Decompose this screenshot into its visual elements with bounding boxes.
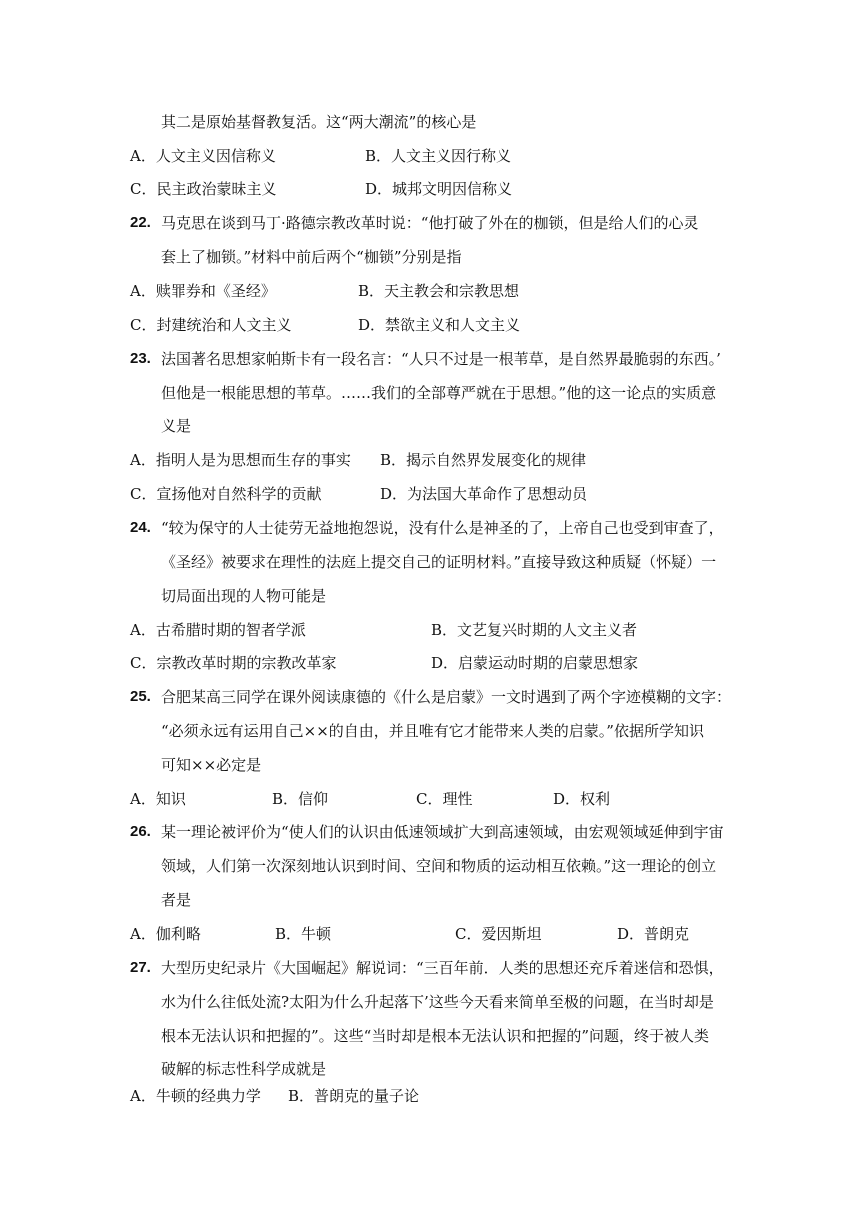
- q27-option-a[interactable]: A．牛顿的经典力学: [130, 1087, 261, 1105]
- q25-stem-line-3: 可知××必定是: [161, 756, 262, 774]
- q26-number: 26.: [130, 823, 151, 840]
- q27-number: 27.: [130, 959, 151, 976]
- q21-option-d[interactable]: D．城邦文明因信称义: [365, 180, 513, 198]
- q25-number: 25.: [130, 688, 151, 705]
- q26-stem-line-3: 者是: [161, 891, 192, 909]
- q23-option-d[interactable]: D．为法国大革命作了思想动员: [380, 485, 588, 503]
- q25-stem-line-2: “必须永远有运用自己××的自由，并且唯有它才能带来人类的启蒙。”依据所学知识: [161, 722, 704, 740]
- q26-stem-line-2: 领域，人们第一次深刻地认识到时间、空间和物质的运动相互依赖。”这一理论的创立: [161, 857, 717, 875]
- q24-option-c[interactable]: C．宗教改革时期的宗教改革家: [130, 654, 337, 672]
- q23-option-c[interactable]: C．宣扬他对自然科学的贡献: [130, 485, 322, 503]
- q21-option-b[interactable]: B．人文主义因行称义: [365, 147, 512, 165]
- q21-option-c[interactable]: C．民主政治蒙昧主义: [130, 180, 277, 198]
- q23-stem-line-2: 但他是一根能思想的苇草。……我们的全部尊严就在于思想。”他的这一论点的实质意: [161, 384, 717, 402]
- q25-option-d[interactable]: D．权利: [553, 790, 611, 808]
- q22-option-c[interactable]: C．封建统治和人文主义: [130, 316, 292, 334]
- q21-stem-line: 其二是原始基督教复活。这“两大潮流”的核心是: [161, 113, 477, 131]
- q26-option-a[interactable]: A．伽利略: [130, 925, 201, 943]
- q26-option-d[interactable]: D．普朗克: [617, 925, 690, 943]
- q22-number: 22.: [130, 214, 151, 231]
- q22-stem-line-2: 套上了枷锁。”材料中前后两个“枷锁”分别是指: [161, 248, 462, 266]
- q22-stem-line-1: 马克思在谈到马丁·路德宗教改革时说：“他打破了外在的枷锁，但是给人们的心灵: [161, 214, 699, 232]
- q25-option-b[interactable]: B．信仰: [272, 790, 329, 808]
- q26-option-b[interactable]: B．牛顿: [275, 925, 332, 943]
- q24-stem-line-1: “较为保守的人士徒劳无益地抱怨说，没有什么是神圣的了，上帝自己也受到审查了，: [161, 519, 724, 537]
- q27-stem-line-3: 根本无法认识和把握的”。这些“当时却是根本无法认识和把握的”问题，终于被人类: [161, 1027, 710, 1045]
- q24-number: 24.: [130, 519, 151, 536]
- q21-option-a[interactable]: A．人文主义因信称义: [130, 147, 276, 165]
- q25-stem-line-1: 合肥某高三同学在课外阅读康德的《什么是启蒙》一文时遇到了两个字迹模糊的文字：: [161, 688, 732, 706]
- q22-option-a[interactable]: A．赎罪券和《圣经》: [130, 282, 276, 300]
- q22-option-b[interactable]: B．天主教会和宗教思想: [358, 282, 520, 300]
- q22-option-d[interactable]: D．禁欲主义和人文主义: [358, 316, 521, 334]
- q23-option-b[interactable]: B．揭示自然界发展变化的规律: [380, 451, 587, 469]
- q24-option-d[interactable]: D．启蒙运动时期的启蒙思想家: [431, 654, 639, 672]
- q26-option-c[interactable]: C．爱因斯坦: [455, 925, 542, 943]
- q23-stem-line-3: 义是: [161, 417, 192, 435]
- q27-stem-line-2: 水为什么往低处流?太阳为什么升起落下’这些今天看来简单至极的问题，在当时却是: [161, 993, 714, 1011]
- q24-option-b[interactable]: B．文艺复兴时期的人文主义者: [431, 621, 638, 639]
- q27-option-b[interactable]: B．普朗克的量子论: [288, 1087, 420, 1105]
- q27-stem-line-4: 破解的标志性科学成就是: [161, 1060, 327, 1078]
- q23-number: 23.: [130, 350, 151, 367]
- q26-stem-line-1: 某一理论被评价为“使人们的认识由低速领域扩大到高速领域，由宏观领域延伸到宇宙: [161, 823, 724, 841]
- q24-option-a[interactable]: A．古希腊时期的智者学派: [130, 621, 306, 639]
- q24-stem-line-2: 《圣经》被要求在理性的法庭上提交自己的证明材料。”直接导致这种质疑（怀疑）一: [161, 553, 717, 571]
- q23-option-a[interactable]: A．指明人是为思想而生存的事实: [130, 451, 351, 469]
- q27-stem-line-1: 大型历史纪录片《大国崛起》解说词：“三百年前．人类的思想还充斥着迷信和恐惧，: [161, 959, 724, 977]
- q23-stem-line-1: 法国著名思想家帕斯卡有一段名言：“人只不过是一根苇草，是自然界最脆弱的东西。’: [161, 350, 721, 368]
- q24-stem-line-3: 切局面出现的人物可能是: [161, 587, 327, 605]
- q25-option-a[interactable]: A．知识: [130, 790, 186, 808]
- q25-option-c[interactable]: C．理性: [416, 790, 473, 808]
